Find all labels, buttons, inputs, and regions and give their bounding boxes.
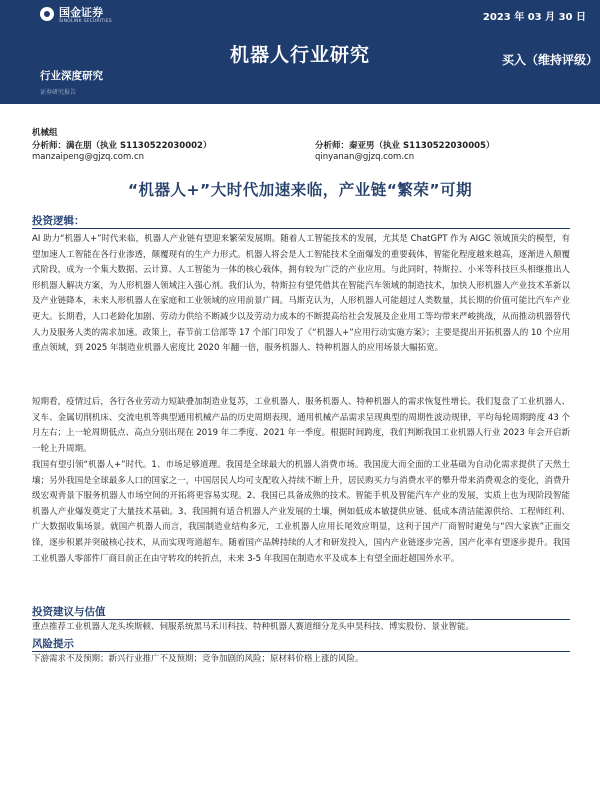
section-heading-advice: 投资建议与估值 bbox=[32, 606, 106, 618]
paragraph-advice: 重点推荐工业机器人龙头埃斯顿、伺服系统黑马禾川科技、特种机器人赛道细分龙头申昊科技、博实股份、景业智能。 bbox=[32, 622, 475, 632]
section-divider bbox=[32, 228, 570, 229]
report-header bbox=[0, 0, 600, 104]
section-heading-logic: 投资逻辑： bbox=[32, 215, 85, 227]
paragraph-china-lead: 我国有望引领“机器人+”时代。1、市场足够道理。我国是全球最大的机器人消费市场。我国庞大而全面的工业基础为自动化需求提供了天然土壤；另外我国是全球最多人口的国家之一，中国居民人均可支配收入持续不断上升，居民购买力与消费水平的攀升带来消费观念的变化，消费升级宏观背景下服务机器人市场空间的开拓将更容易实现。2、我国已具备成熟的技术。智能手机及智能汽车产业的发展，实质上也为现阶段智能机器人产业爆发奠定了大量技术基础。3、我国拥有适合机器人产业发展的土壤，例如低成本敏捷供应链、低成本清洁能源供给、工程师红利、广大数据收集场景。就国产机器人而言，我国制造业结构多元，工业机器人应用长尾效应明显，这利于国产厂商智时避免与“四大家族”正面交锋，逐步积累并突破核心技术，从而实现弯道超车。随着国产品牌持续的人才和研发投入，国内产业链逐步完善，国产化率有望逐步提升。我国工业机器人零部件厂商目前正在由守转攻的转折点，未来 3-5 年我国在制造水平及成本上有望全面赶超国外水平。 bbox=[32, 460, 570, 564]
company-logo bbox=[40, 6, 112, 25]
logo-english-name: SINOLINK SECURITIES bbox=[59, 19, 112, 24]
report-title: 机器人行业研究 bbox=[229, 44, 370, 66]
analyst-1: 分析师：满在朋（执业 S1130522030002） bbox=[32, 141, 212, 151]
report-date: 2023 年 03 月 30 日 bbox=[482, 12, 586, 23]
rating-label: 买入（维持评级） bbox=[502, 53, 599, 67]
analyst-2: 分析师：秦亚男（执业 S1130522030005） bbox=[315, 141, 495, 151]
report-subtitle: 证券研究报告 bbox=[40, 89, 77, 96]
section-heading-risk: 风险提示 bbox=[32, 638, 74, 650]
paragraph-short-term: 短期看，疫情过后，各行各业劳动力短缺叠加制造业复苏，工业机器人、服务机器人、特种机器人的需求恢复性增长。我们复盘了工业机器人、叉车、金属切削机床、交流电机等典型通用机械产品的历史周期表现，通用机械产品需求呈现典型的周期性波动规律，平均每轮周期跨度 43 个月左右；上一轮周期低点、高点分别出现在 2019 年二季度、2021 年一季度。根据时间跨度，我们判断我国工业机器人行业 2023 年会开启新一轮上升周期。 bbox=[32, 397, 570, 454]
team-label: 机械组 bbox=[32, 128, 58, 138]
analyst-2-email[interactable]: qinyanan@gjzq.com.cn bbox=[315, 152, 415, 162]
logo-name: 国金证券 bbox=[59, 6, 103, 19]
analyst-1-email[interactable]: manzaipeng@gjzq.com.cn bbox=[32, 152, 145, 162]
report-type: 行业深度研究 bbox=[40, 70, 103, 82]
main-title: “机器人+”大时代加速来临，产业链“繁荣”可期 bbox=[127, 181, 473, 199]
logo-icon bbox=[40, 7, 54, 21]
paragraph-risk: 下游需求不及预期；新兴行业推广不及预期；竞争加剧的风险；原材料价格上涨的风险。 bbox=[32, 654, 364, 664]
paragraph-ai-robot: AI 助力“机器人+”时代来临，机器人产业链有望迎来繁荣发展期。随着人工智能技术的发展，尤其是 ChatGPT 作为 AIGC 领域顶尖的模型，有望加速人工智能在各行业渗透，颠覆现有的生产力形式。机器人将会是人工智能技术全面爆发的重要载体，智能化程度越来越高，逐渐进入颠覆式阶段，成为一个集大数据、云计算、人工智能为一体的核心载体，拥有较为广泛的产业应用。与此同时，特斯拉、小米等科技巨头相继推出人形机器人解决方案，为人形机器人领域注入强心剂。我们认为，特斯拉有望凭借其在智能汽车领域的制造技术，加快人形机器人产业技术革新以及产业链降本，未来人形机器人在家庭和工业领域的应用前景广阔。马斯克认为，人形机器人可能超过人类数量，其长期的价值可能比汽车产业更大。长期看，人口老龄化加剧、劳动力供给不断减少以及劳动力成本的不断提高给社会发展及企业用工等均带来严峻挑战，从而推动机器替代人力及服务人类的需求加速。政策上，春节前工信部等 17 个部门印发了《“机器人+”应用行动实施方案》；主要是提出开拓机器人的 10 个应用重点领域，到 2025 年制造业机器人密度比 2020 年翻一倍，服务机器人、特种机器人的应用场景大幅拓宽。 bbox=[32, 234, 570, 354]
